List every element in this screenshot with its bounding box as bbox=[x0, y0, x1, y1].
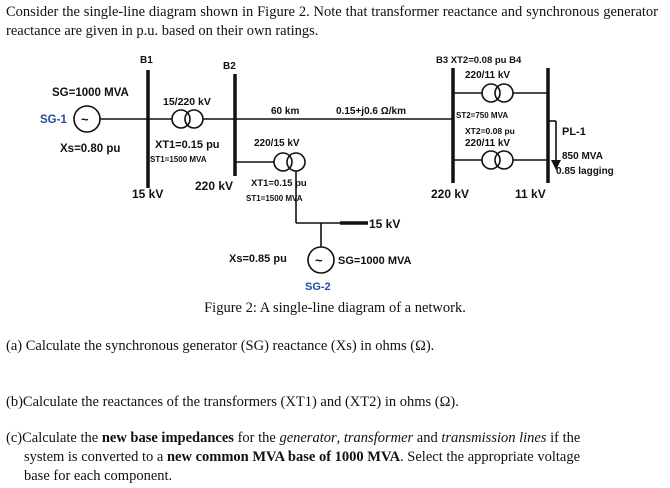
bus-b3-b4-label: B3 XT2=0.08 pu B4 bbox=[436, 55, 522, 66]
t2-mid-winding-2 bbox=[495, 151, 513, 169]
load-id: PL-1 bbox=[562, 126, 586, 138]
t2-mid-x: XT2=0.08 pu bbox=[465, 126, 515, 136]
v15-left: 15 kV bbox=[132, 187, 164, 201]
question-a: (a) Calculate the synchronous generator (SG) reactance (Xs) in ohms (Ω). bbox=[6, 338, 435, 354]
question-c: (c)Calculate the new base impedances for the generator, transformer and transmission lines if the system is converted to a new common MVA base of 1000 MVA. Select the appropriate voltage base for each component. bbox=[6, 430, 581, 484]
problem-intro: Consider the single-line diagram shown in Figure 2. Note that transformer reactance and synchronous generator reactance are given in p.u. based on their own ratings. bbox=[6, 4, 658, 39]
v220-mid: 220 kV bbox=[195, 179, 234, 193]
t1-mid-winding-2 bbox=[287, 153, 305, 171]
sg1-rating: SG=1000 MVA bbox=[52, 87, 129, 99]
sg1-xs: Xs=0.80 pu bbox=[60, 143, 121, 155]
load-pf: 0.85 lagging bbox=[556, 166, 614, 177]
question-b: (b)Calculate the reactances of the transformers (XT1) and (XT2) in ohms (Ω). bbox=[6, 394, 459, 410]
t2-top-rating: ST2=750 MVA bbox=[456, 111, 509, 120]
v220-right: 220 kV bbox=[431, 187, 470, 201]
t2-top-ratio: 220/11 kV bbox=[465, 70, 511, 81]
sg2-xs: Xs=0.85 pu bbox=[229, 253, 287, 265]
t2-mid-ratio: 220/11 kV bbox=[465, 138, 511, 149]
sg2-id: SG-2 bbox=[305, 281, 331, 293]
sg2-rating: SG=1000 MVA bbox=[338, 255, 412, 267]
t1-left-winding-2 bbox=[185, 110, 203, 128]
sg1-id: SG-1 bbox=[40, 114, 67, 126]
bus-b1-label: B1 bbox=[140, 55, 153, 66]
sg2-tilde: ~ bbox=[315, 253, 323, 268]
t2-top-winding-2 bbox=[495, 84, 513, 102]
v11: 11 kV bbox=[515, 187, 546, 201]
sg1-tilde: ~ bbox=[81, 112, 89, 127]
t1-left-ratio: 15/220 kV bbox=[163, 96, 211, 108]
figure-caption: Figure 2: A single-line diagram of a network. bbox=[204, 300, 466, 316]
load-power: 850 MVA bbox=[562, 151, 603, 162]
t1-left-rating: ST1=1500 MVA bbox=[150, 155, 207, 164]
t1-mid-x: XT1=0.15 pu bbox=[251, 178, 307, 189]
t1-left-x: XT1=0.15 pu bbox=[155, 139, 220, 151]
t1-mid-ratio: 220/15 kV bbox=[254, 138, 300, 149]
line-impedance: 0.15+j0.6 Ω/km bbox=[336, 106, 407, 117]
v15-bottom: 15 kV bbox=[369, 217, 401, 231]
t1-mid-rating: ST1=1500 MVA bbox=[246, 194, 303, 203]
line-length: 60 km bbox=[271, 106, 300, 117]
bus-b2-label: B2 bbox=[223, 61, 236, 72]
